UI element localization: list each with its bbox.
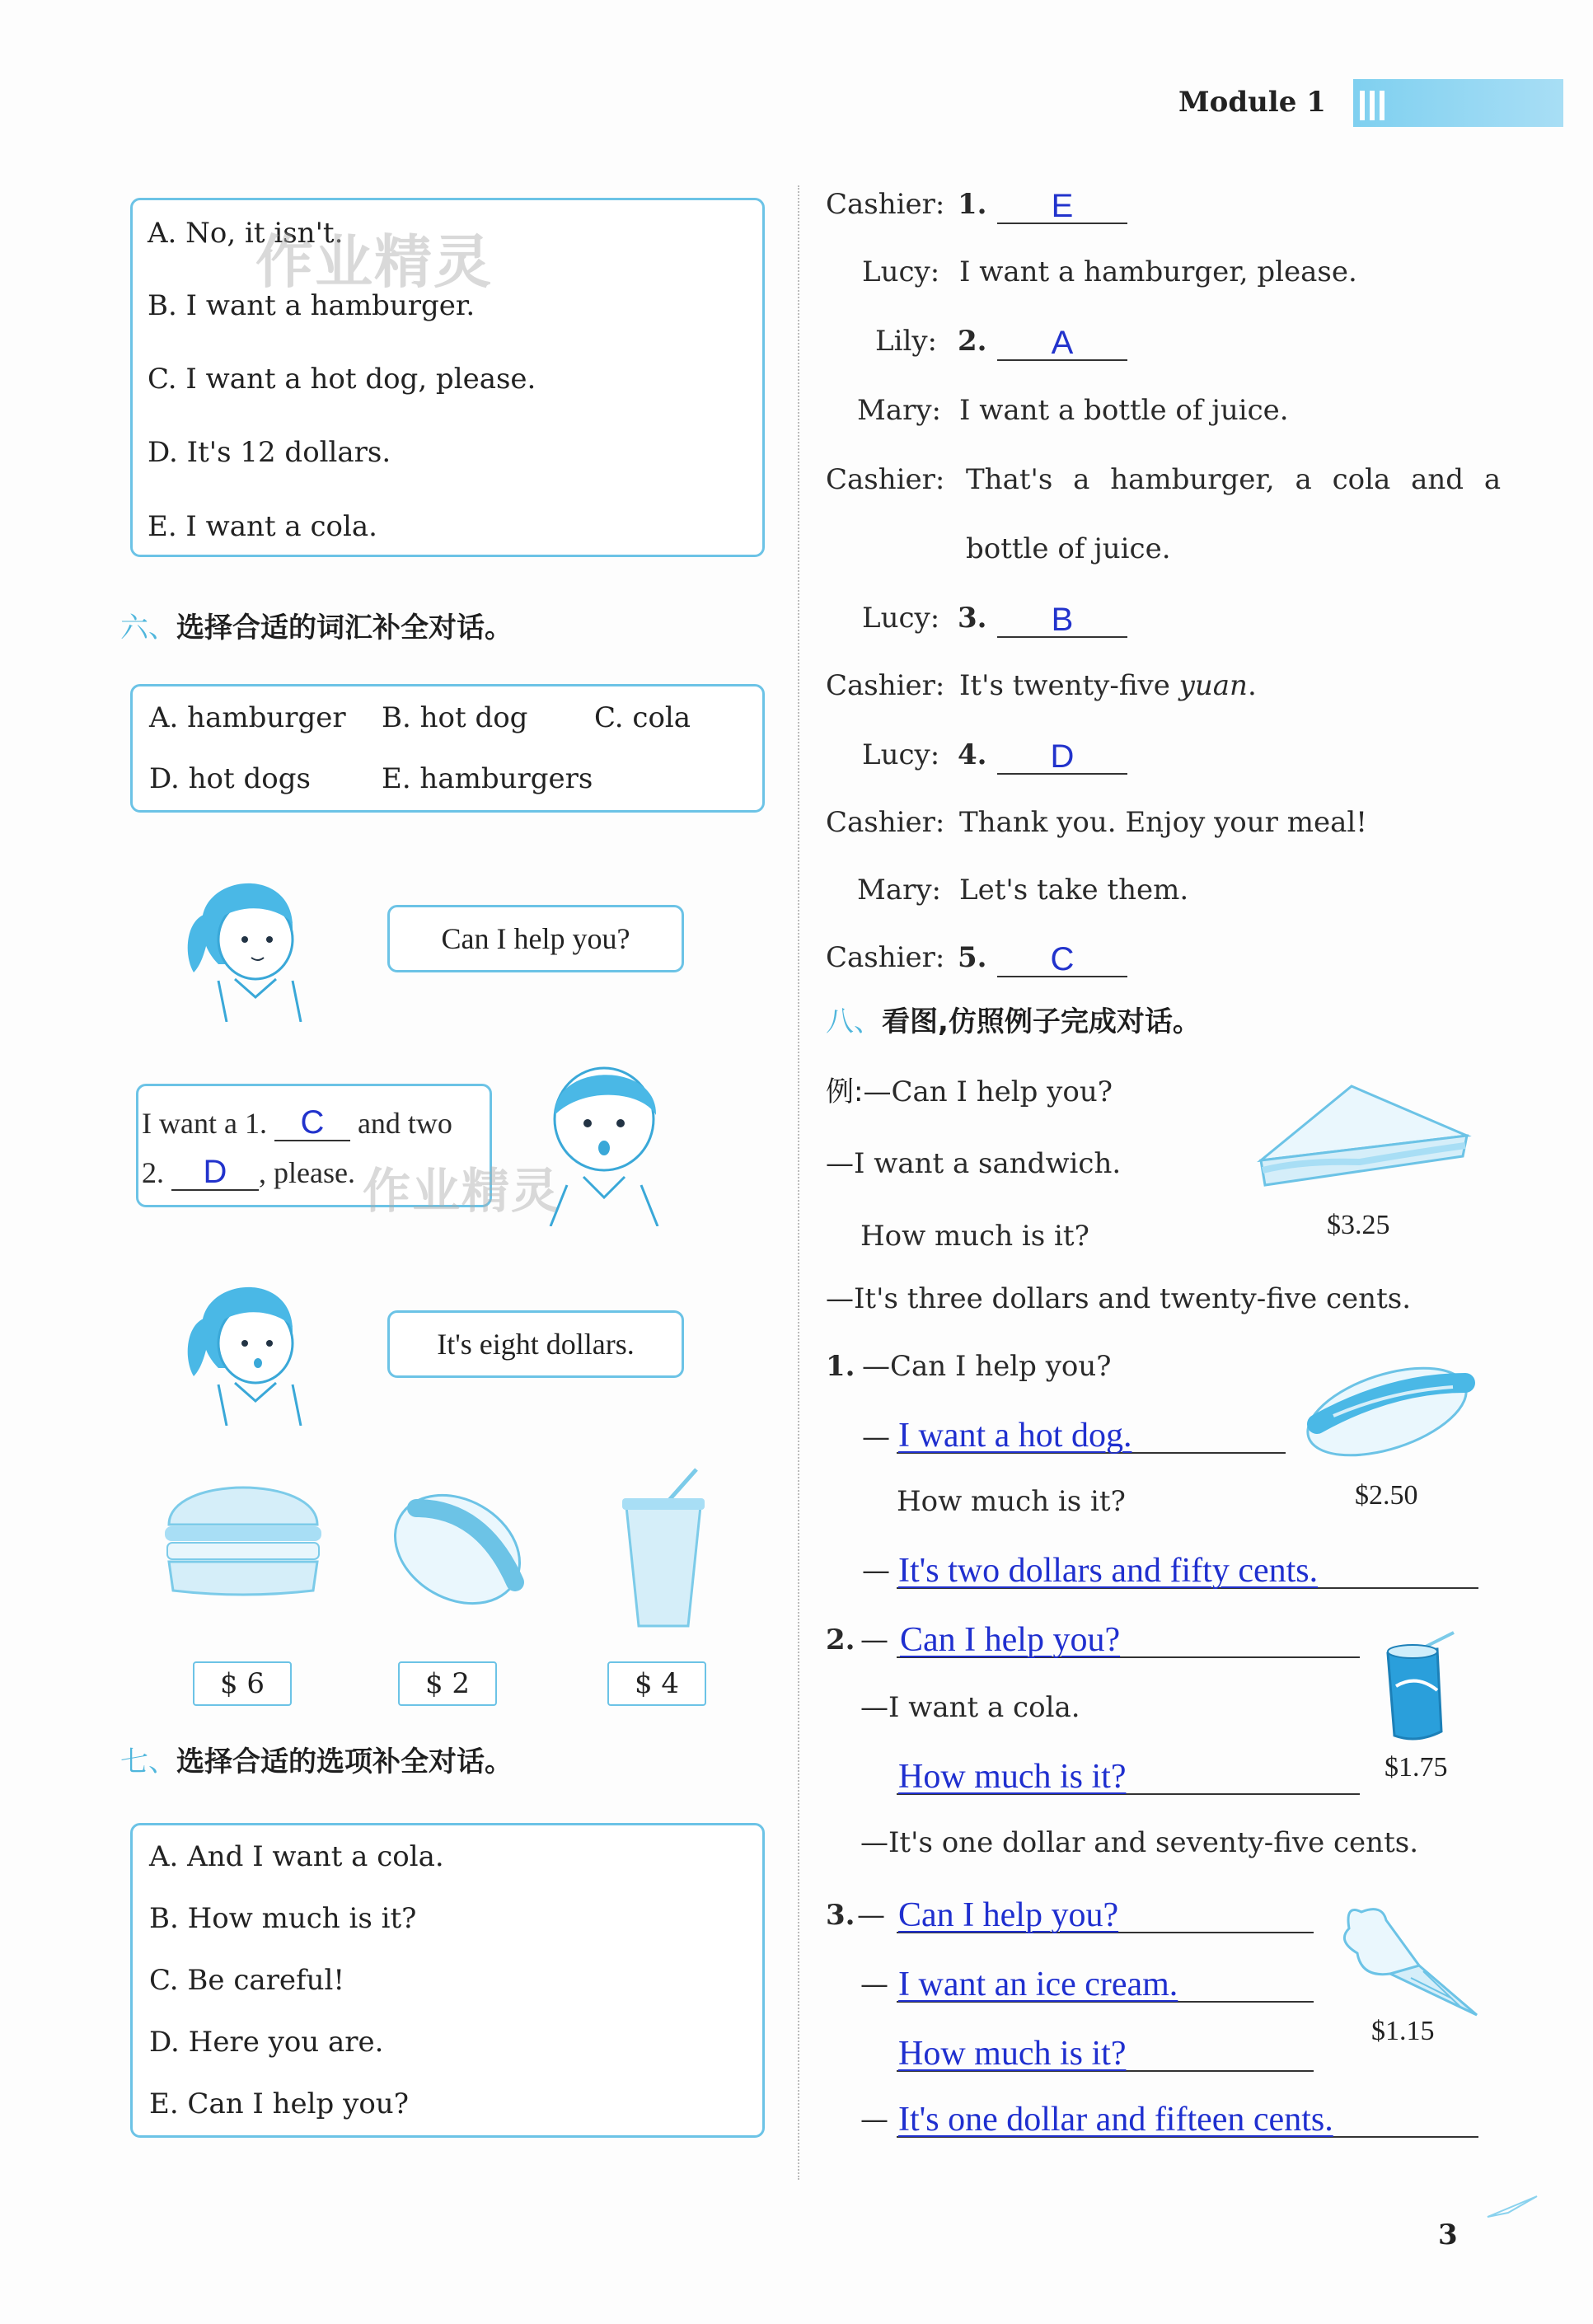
section6-heading: 六、选择合适的词汇补全对话。 <box>120 611 513 644</box>
q2-reply2: —It's one dollar and seventy-five cents. <box>860 1826 1418 1859</box>
price-tag-cola: $ 4 <box>607 1661 706 1706</box>
q3-dash-a: — <box>860 1968 888 2001</box>
section8-heading: 八、看图,仿照例子完成对话。 <box>826 1005 1201 1038</box>
page-number: 3 <box>1438 2219 1458 2251</box>
q2-num: 2. <box>826 1624 855 1656</box>
example-a: —I want a sandwich. <box>826 1147 1122 1180</box>
dialog-9-speaker: Cashier: <box>826 806 945 839</box>
sandwich-icon <box>1253 1078 1475 1202</box>
dialog-10-speaker: Mary: <box>857 874 941 907</box>
section7-options-box <box>130 1823 765 2138</box>
dialog-10-text: Let's take them. <box>959 874 1189 907</box>
watermark-2: 作业精灵 <box>363 1163 561 1219</box>
word-b: B. hot dog <box>382 701 528 734</box>
girl-illustration-2 <box>169 1261 326 1426</box>
example-q: 例:—Can I help you? <box>826 1075 1113 1108</box>
dialog-5-text: That's a hamburger, a cola and a <box>966 463 1502 496</box>
s7-option-d: D. Here you are. <box>149 2026 384 2059</box>
module-title: Module 1 <box>1178 86 1326 119</box>
dialog-4-speaker: Mary: <box>857 394 941 427</box>
dialog-5-text2: bottle of juice. <box>966 532 1171 565</box>
hot-dog-icon-2 <box>1300 1350 1478 1457</box>
word-a: A. hamburger <box>149 701 346 734</box>
dialog-4-text: I want a bottle of juice. <box>959 394 1289 427</box>
reply-answer-2: D <box>203 1154 227 1190</box>
q3-answer: Can I help you? <box>898 1896 1119 1934</box>
dialog-6-num: 3. <box>958 602 987 635</box>
q2-reply: —I want a cola. <box>860 1691 1080 1724</box>
word-d: D. hot dogs <box>149 762 311 795</box>
s7-option-b: B. How much is it? <box>149 1902 417 1935</box>
dialog-11-speaker: Cashier: <box>826 941 945 974</box>
q3-answer3: How much is it? <box>898 2035 1127 2073</box>
example-q2: How much is it? <box>860 1220 1089 1253</box>
q1-answer: I want a hot dog. <box>898 1417 1132 1455</box>
dialog-1-blank: E <box>997 188 1127 224</box>
dialog-2-text: I want a hamburger, please. <box>959 255 1357 288</box>
q3-dash: — <box>857 1899 885 1932</box>
option-e: E. I want a cola. <box>148 510 377 543</box>
ice-cream-icon <box>1328 1895 1482 2019</box>
q3-num: 3. <box>826 1899 855 1932</box>
dialog-1-num: 1. <box>958 188 987 221</box>
dialog-9-text: Thank you. Enjoy your meal! <box>959 806 1367 839</box>
q1-q2: How much is it? <box>897 1485 1126 1518</box>
option-a: A. No, it isn't. <box>148 217 344 250</box>
q3-price: $1.15 <box>1371 2016 1435 2046</box>
s7-option-e: E. Can I help you? <box>149 2087 409 2120</box>
dialog-8-num: 4. <box>958 738 987 771</box>
q3-answer4: It's one dollar and fifteen cents. <box>898 2101 1333 2139</box>
section7-heading: 七、选择合适的选项补全对话。 <box>120 1745 513 1778</box>
q3-dash-b: — <box>860 2103 888 2136</box>
dialog-8-speaker: Lucy: <box>862 738 940 771</box>
dialog-3-speaker: Lily: <box>875 325 937 358</box>
paper-plane-icon <box>1483 2192 1541 2225</box>
dialog-6-blank: B <box>997 602 1127 638</box>
price-tag-hamburger: $ 6 <box>193 1661 292 1706</box>
option-c: C. I want a hot dog, please. <box>148 363 536 396</box>
reply-line-2: 2. D , please. <box>142 1154 355 1190</box>
option-d: D. It's 12 dollars. <box>148 436 391 469</box>
q2-answer2: How much is it? <box>898 1758 1127 1796</box>
column-divider <box>798 185 799 2180</box>
girl-illustration-1 <box>169 857 326 1022</box>
header-banner <box>1353 79 1563 127</box>
q1-price: $2.50 <box>1355 1480 1418 1511</box>
section6-word-box <box>130 684 765 813</box>
q3-answer2: I want an ice cream. <box>898 1966 1178 2003</box>
s7-option-c: C. Be careful! <box>149 1964 345 1997</box>
reply-answer-1: C <box>300 1104 325 1141</box>
dialog-3-blank: A <box>997 325 1127 361</box>
word-c: C. cola <box>594 701 691 734</box>
example-price: $3.25 <box>1327 1210 1390 1240</box>
cola-can-icon <box>1371 1628 1467 1744</box>
q1-num: 1. <box>826 1350 855 1383</box>
dialog-2-speaker: Lucy: <box>862 255 940 288</box>
q1-dash: — <box>862 1421 890 1454</box>
dialog-7-speaker: Cashier: <box>826 669 945 702</box>
boy-illustration <box>534 1053 674 1226</box>
speech-bubble-3: It's eight dollars. <box>387 1310 684 1378</box>
dialog-3-num: 2. <box>958 325 987 358</box>
q1-dash2: — <box>862 1554 890 1587</box>
watermark: 作业精灵 <box>255 228 493 296</box>
hot-dog-icon <box>383 1475 540 1607</box>
hamburger-icon <box>161 1475 326 1599</box>
q2-dash: — <box>860 1624 888 1656</box>
dialog-7-text: It's twenty-five yuan. <box>959 669 1257 702</box>
s7-option-a: A. And I want a cola. <box>149 1840 444 1873</box>
q2-answer: Can I help you? <box>900 1621 1121 1659</box>
dialog-1-speaker: Cashier: <box>826 188 945 221</box>
dialog-5-speaker: Cashier: <box>826 463 945 496</box>
reply-line-1: I want a 1. C and two <box>142 1104 452 1141</box>
q1-answer2: It's two dollars and fifty cents. <box>898 1552 1319 1590</box>
price-tag-hot-dog: $ 2 <box>398 1661 497 1706</box>
cola-cup-icon <box>614 1465 713 1630</box>
q1-prompt: —Can I help you? <box>862 1350 1112 1383</box>
speech-bubble-1: Can I help you? <box>387 905 684 972</box>
dialog-11-num: 5. <box>958 941 987 974</box>
dialog-6-speaker: Lucy: <box>862 602 940 635</box>
example-a2: —It's three dollars and twenty-five cents. <box>826 1282 1411 1315</box>
dialog-8-blank: D <box>997 738 1127 775</box>
q2-price: $1.75 <box>1385 1752 1448 1783</box>
dialog-11-blank: C <box>997 941 1127 977</box>
option-b: B. I want a hamburger. <box>148 289 476 322</box>
word-e: E. hamburgers <box>382 762 593 795</box>
